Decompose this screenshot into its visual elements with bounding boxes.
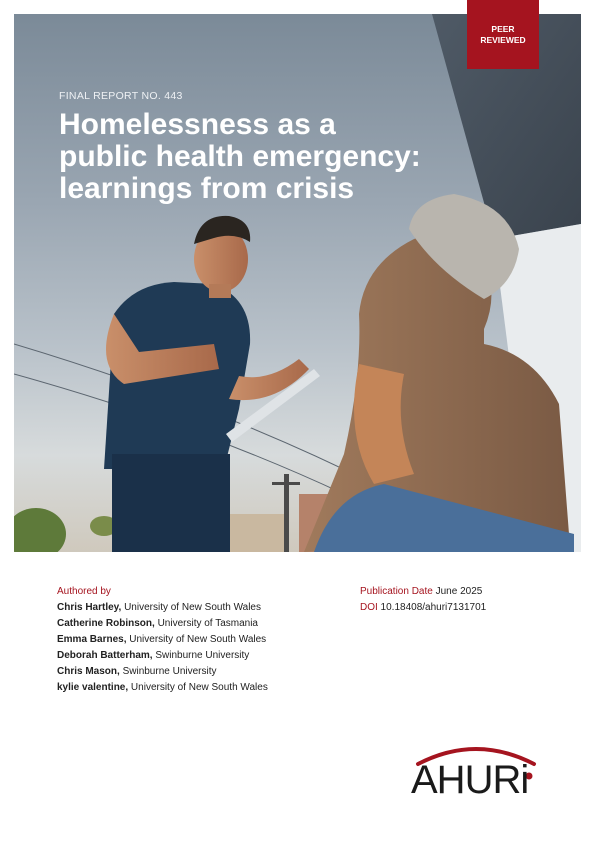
logo-wordmark: AHURi <box>411 758 529 802</box>
author-row <box>57 664 268 680</box>
author-credits <box>57 584 268 696</box>
publication-info <box>360 584 486 616</box>
author-name: Catherine Robinson, <box>57 618 155 629</box>
author-name: Chris Hartley, <box>57 602 122 613</box>
title-line: public health emergency: <box>59 140 421 173</box>
author-affiliation: University of New South Wales <box>128 682 268 693</box>
peer-reviewed-badge <box>467 0 539 69</box>
report-title <box>59 109 529 205</box>
doi-label: DOI <box>360 602 378 613</box>
author-row <box>57 600 268 616</box>
author-name: kylie valentine, <box>57 682 129 693</box>
author-name: Emma Barnes, <box>57 634 127 645</box>
authored-by-label: Authored by <box>57 586 111 597</box>
author-affiliation: University of New South Wales <box>126 634 267 645</box>
author-row <box>57 632 268 648</box>
author-affiliation: Swinburne University <box>119 666 217 677</box>
author-affiliation: University of New South Wales <box>121 602 261 613</box>
cover-photo <box>14 14 581 552</box>
doi <box>360 600 486 616</box>
publication-date-label: Publication Date <box>360 586 433 597</box>
author-row <box>57 680 268 696</box>
title-line: learnings from crisis <box>59 172 355 205</box>
doi-value[interactable]: 10.18408/ahuri7131701 <box>377 602 487 613</box>
author-affiliation: University of Tasmania <box>154 618 258 629</box>
author-row <box>57 648 268 664</box>
title-line: Homelessness as a <box>59 108 336 141</box>
author-name: Deborah Batterham, <box>57 650 153 661</box>
badge-line: REVIEWED <box>480 34 526 45</box>
publication-date <box>360 584 486 600</box>
ahuri-logo <box>408 742 544 804</box>
author-row <box>57 616 268 632</box>
author-name: Chris Mason, <box>57 666 120 677</box>
report-number: FINAL REPORT NO. 443 <box>59 90 183 102</box>
author-affiliation: Swinburne University <box>152 650 250 661</box>
badge-line: PEER <box>491 23 515 34</box>
publication-date-value: June 2025 <box>432 586 483 597</box>
